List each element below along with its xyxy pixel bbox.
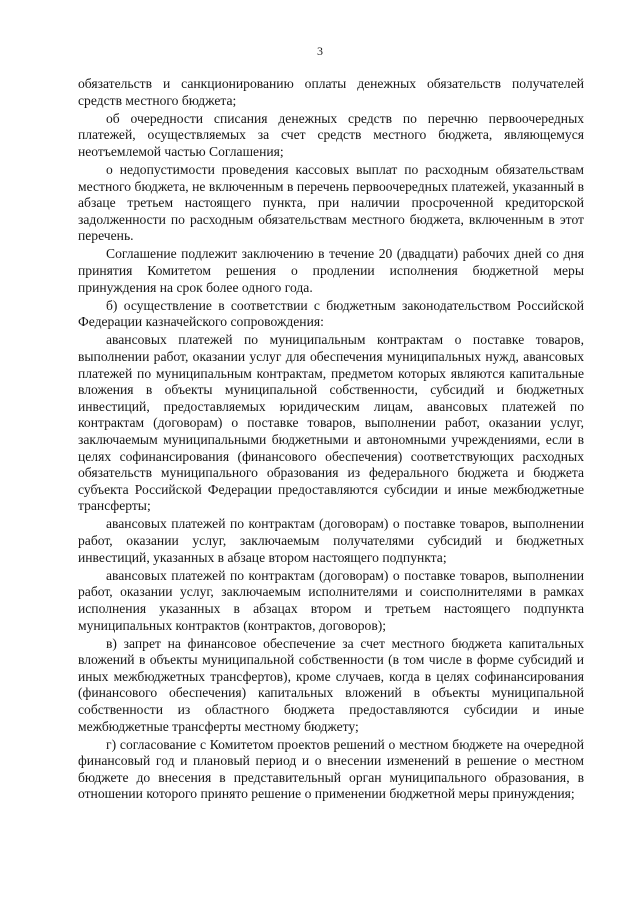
paragraph-advance-payments-contractors: авансовых платежей по контрактам (договорам) о поставке товаров, выполнении работ, оказании услуг, заключаемым исполнителями и соисполнителями в рамках исполнения указанных в абзацах втором и третьем настоящего подпункта муниципальных контрактов (контрактов, договоров);: [78, 567, 584, 633]
page-number: 3: [317, 44, 323, 58]
paragraph-continuation: обязательств и санкционированию оплаты денежных обязательств получателей средств местного бюджета;: [78, 76, 584, 108]
paragraph-advance-payments-municipal: авансовых платежей по муниципальным контрактам о поставке товаров, выполнении работ, оказании услуг для обеспечения муниципальных нужд, авансовых платежей по муниципальным контрактам, предметом которых являются капитальные вложения в объекты муниципальной собственности, субсидий и бюджетных инвестиций, предоставляемых юридическим лицам, авансовых платежей по контрактам (договорам) о поставке товаров, выполнении работ, оказании услуг, заключаемым муниципальными бюджетными и автономными учреждениями, если в целях софинансирования (финансового обеспечения) соответствующих расходных обязательств муниципального образования из федерального бюджета и бюджета субъекта Российской Федерации предоставляются субсидии и иные межбюджетные трансферты;: [78, 332, 584, 514]
paragraph-agreement-deadline: Соглашение подлежит заключению в течение 20 (двадцати) рабочих дней со дня принятия Комитетом решения о продлении исполнения бюджетной меры принуждения на срок более одного года.: [78, 246, 584, 295]
paragraph-payment-order: об очередности списания денежных средств по перечню первоочередных платежей, осуществляемых за счет средств местного бюджета, являющемуся неотъемлемой частью Соглашения;: [78, 110, 584, 159]
paragraph-cash-payments-ban: о недопустимости проведения кассовых выплат по расходным обязательствам местного бюджета, не включенным в перечень первоочередных платежей, указанный в абзаце третьем настоящего пункта, при наличии просроченной кредиторской задолженности по расходным обязательствам местного бюджета, включенным в этот перечень.: [78, 161, 584, 244]
paragraph-item-g: г) согласование с Комитетом проектов решений о местном бюджете на очередной финансовый год и плановый период и о внесении изменений в решение о местном бюджете до внесения в представительный орган муниципального образования, в отношении которого принято решение о применении бюджетной меры принуждения;: [78, 736, 584, 802]
document-body: [78, 76, 584, 805]
paragraph-item-b: б) осуществление в соответствии с бюджетным законодательством Российской Федерации казначейского сопровождения:: [78, 297, 584, 330]
paragraph-item-v: в) запрет на финансовое обеспечение за счет местного бюджета капитальных вложений в объекты муниципальной собственности (в том числе в форме субсидий и иных межбюджетных трансфертов), кроме случаев, когда в целях софинансирования (финансового обеспечения) капитальных вложений в объекты муниципальной собственности из областного бюджета предоставляются субсидии и иные межбюджетные трансферты местному бюджету;: [78, 635, 584, 734]
paragraph-advance-payments-recipients: авансовых платежей по контрактам (договорам) о поставке товаров, выполнении работ, оказании услуг, заключаемым получателями субсидий и бюджетных инвестиций, указанных в абзаце втором настоящего подпункта;: [78, 516, 584, 565]
